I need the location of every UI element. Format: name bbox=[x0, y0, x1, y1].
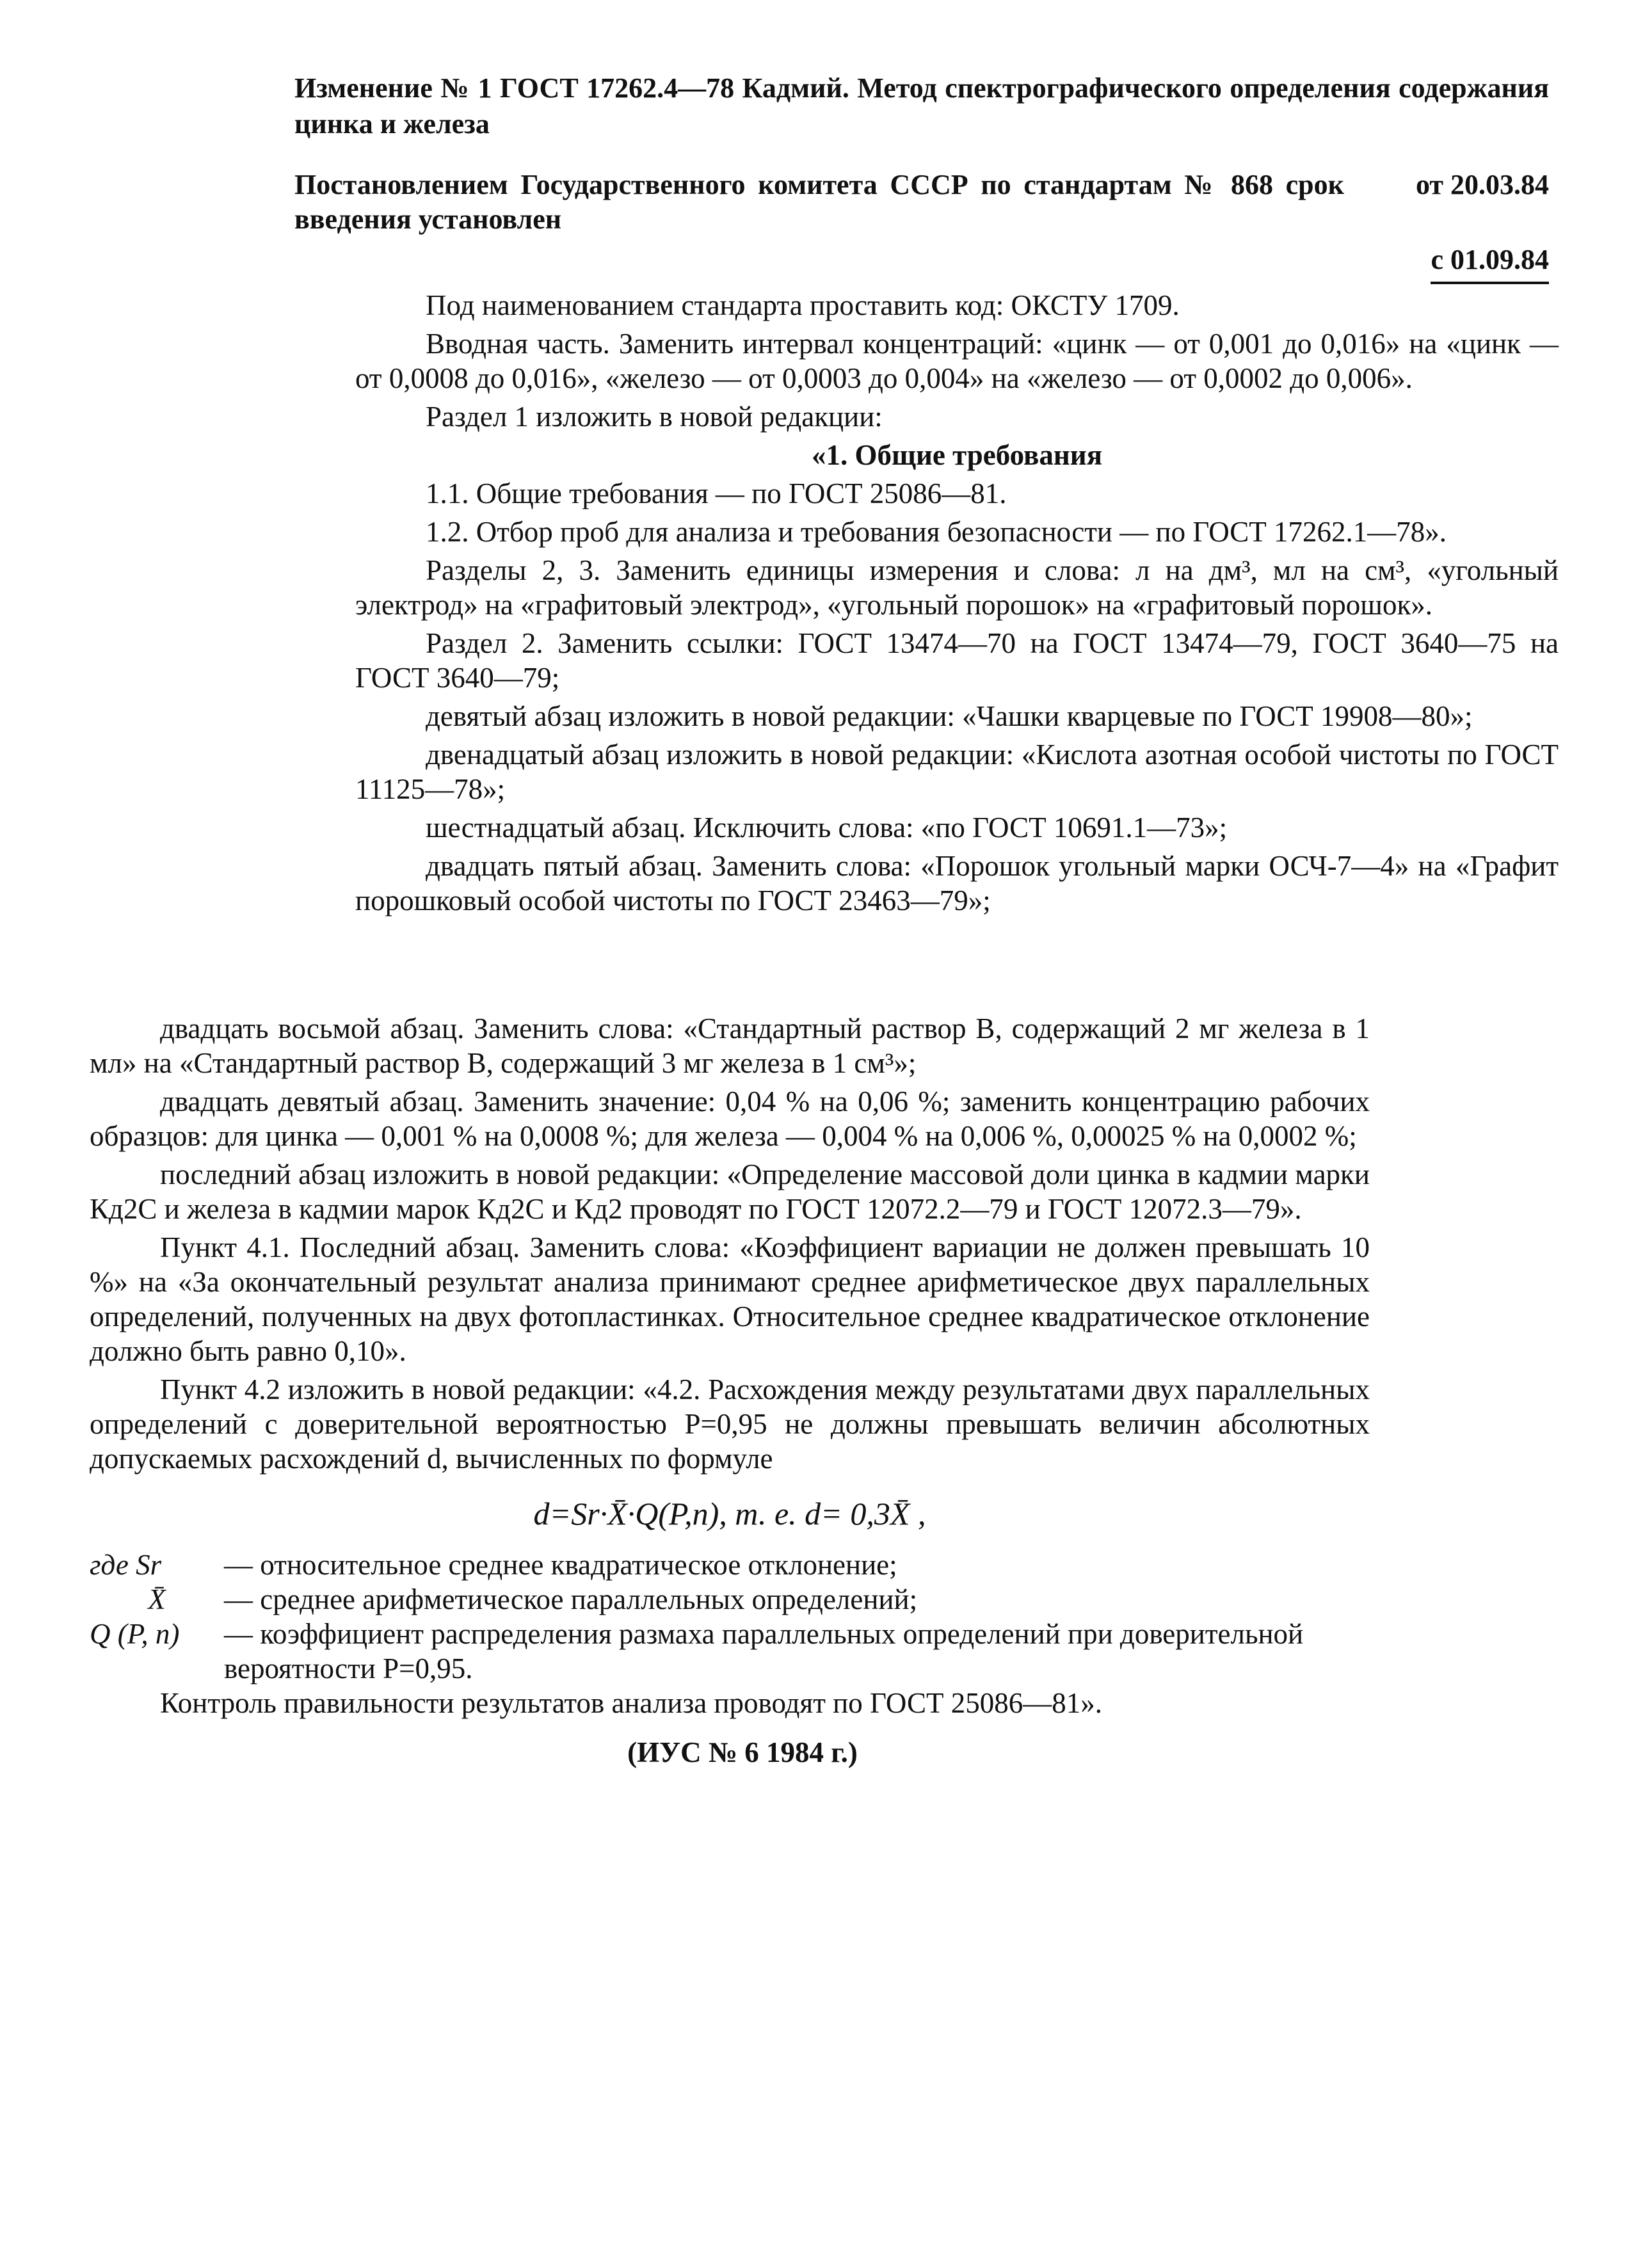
paragraph: двадцать девятый абзац. Заменить значение: 0,04 % на 0,06 %; заменить концентрацию рабочих образцов: для цинка — 0,001 % на 0,0008 %; для железа — 0,004 % на 0,006 %, 0,00025 % на 0,0002 %; bbox=[90, 1085, 1370, 1152]
legend-symbol: X̄ bbox=[148, 1583, 166, 1615]
paragraph: 1.1. Общие требования — по ГОСТ 25086—81. bbox=[426, 477, 1007, 509]
source-reference: (ИУС № 6 1984 г.) bbox=[627, 1736, 858, 1768]
paragraph: Под наименованием стандарта проставить код: ОКСТУ 1709. bbox=[426, 289, 1180, 321]
intro-date: с 01.09.84 bbox=[1431, 242, 1549, 284]
legend-row bbox=[90, 1582, 1370, 1617]
formula-legend bbox=[90, 1548, 1370, 1686]
paragraph: Пункт 4.1. Последний абзац. Заменить слова: «Коэффициент вариации не должен превышать 10 %» на «За окончательный результат анализа принимают среднее арифметическое двух параллельных определений, полученных на двух фотопластинках. Относительное среднее квадратическое отклонение должно быть равно 0,10». bbox=[90, 1231, 1370, 1367]
lower-body bbox=[90, 1011, 1370, 1772]
paragraph: Разделы 2, 3. Заменить единицы измерения и слова: л на дм³, мл на см³, «угольный электрод» на «графитовый электрод», «угольный порошок» на «графитовый порошок». bbox=[355, 554, 1559, 621]
legend-row bbox=[90, 1548, 1370, 1582]
paragraph: двадцать пятый абзац. Заменить слова: «Порошок угольный марки ОСЧ-7—4» на «Графит порошковый особой чистоты по ГОСТ 23463—79»; bbox=[355, 850, 1559, 916]
section-heading: «1. Общие требования bbox=[811, 439, 1103, 471]
formula: d=Sr·X̄·Q(P,n), т. е. d= 0,3X̄ , bbox=[533, 1496, 926, 1532]
legend-row bbox=[90, 1617, 1370, 1686]
legend-text: — относительное среднее квадратическое отклонение; bbox=[224, 1549, 897, 1581]
paragraph: последний абзац изложить в новой редакции: «Определение массовой доли цинка в кадмии марки Кд2С и железа в кадмии марок Кд2С и Кд2 проводят по ГОСТ 12072.2—79 и ГОСТ 12072.3—79». bbox=[90, 1158, 1370, 1225]
paragraph: двадцать восьмой абзац. Заменить слова: «Стандартный раствор В, содержащий 2 мг железа в 1 мл» на «Стандартный раствор В, содержащий 3 мг железа в 1 см³»; bbox=[90, 1012, 1370, 1079]
paragraph: Контроль правильности результатов анализа проводят по ГОСТ 25086—81». bbox=[160, 1687, 1102, 1719]
paragraph: девятый абзац изложить в новой редакции: «Чашки кварцевые по ГОСТ 19908—80»; bbox=[426, 700, 1473, 732]
paragraph: Раздел 2. Заменить ссылки: ГОСТ 13474—70 на ГОСТ 13474—79, ГОСТ 3640—75 на ГОСТ 3640—79; bbox=[355, 627, 1559, 694]
intro-date-row bbox=[294, 242, 1549, 284]
paragraph: двенадцатый абзац изложить в новой редакции: «Кислота азотная особой чистоты по ГОСТ 11125—78»; bbox=[355, 739, 1559, 805]
decree-row bbox=[294, 168, 1549, 237]
paragraph: Раздел 1 изложить в новой редакции: bbox=[426, 401, 883, 433]
paragraph: 1.2. Отбор проб для анализа и требования безопасности — по ГОСТ 17262.1—78». bbox=[426, 516, 1447, 548]
paragraph: Вводная часть. Заменить интервал концентраций: «цинк — от 0,001 до 0,016» на «цинк — от 0,0008 до 0,016», «железо — от 0,0003 до 0,004» на «железо — от 0,0002 до 0,006». bbox=[355, 328, 1559, 394]
amendment-title: Изменение № 1 ГОСТ 17262.4—78 Кадмий. Метод спектрографического определения содержания цинка и железа bbox=[294, 72, 1549, 140]
paragraph: Пункт 4.2 изложить в новой редакции: «4.2. Расхождения между результатами двух параллельных определений с доверительной вероятностью P=0,95 не должны превышать величин абсолютных допускаемых расхождений d, вычисленных по формуле bbox=[90, 1373, 1370, 1475]
legend-symbol: где Sr bbox=[90, 1549, 162, 1581]
paragraph: шестнадцатый абзац. Исключить слова: «по ГОСТ 10691.1—73»; bbox=[426, 812, 1228, 844]
document-header bbox=[294, 70, 1549, 284]
legend-symbol: Q (P, n) bbox=[90, 1618, 180, 1650]
decree-text: Постановлением Государственного комитета СССР по стандартам № 868 срок введения установлен bbox=[294, 169, 1344, 235]
legend-text: — среднее арифметическое параллельных определений; bbox=[224, 1583, 918, 1615]
legend-text: — коэффициент распределения размаха параллельных определений при доверительной вероятности P=0,95. bbox=[224, 1618, 1304, 1684]
decree-date: от 20.03.84 bbox=[1415, 169, 1549, 200]
upper-body bbox=[355, 288, 1559, 922]
